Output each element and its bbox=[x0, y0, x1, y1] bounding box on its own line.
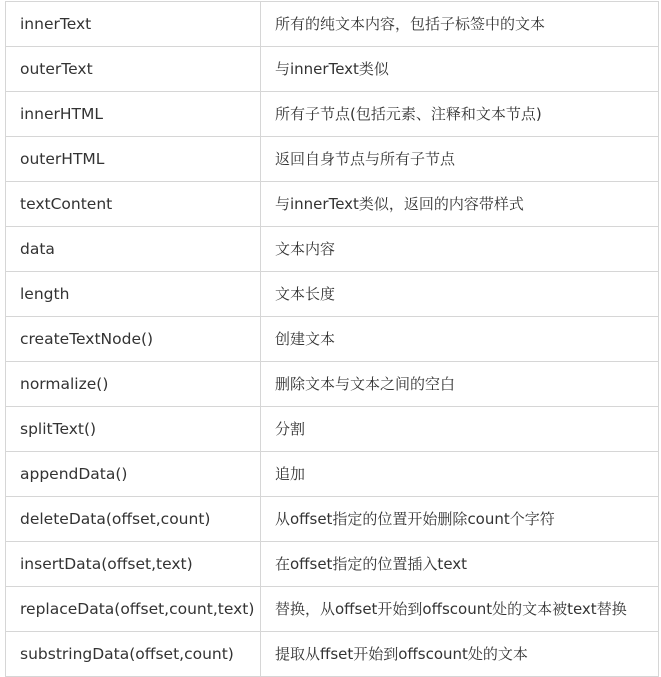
property-description-cell: 文本长度 bbox=[261, 272, 659, 317]
method-description-cell: 删除文本与文本之间的空白 bbox=[261, 362, 659, 407]
table-row bbox=[6, 137, 659, 182]
text-node-properties-table bbox=[5, 1, 659, 677]
table-row bbox=[6, 407, 659, 452]
table-row bbox=[6, 587, 659, 632]
method-name-cell: substringData(offset,count) bbox=[6, 632, 261, 677]
method-description-cell: 分割 bbox=[261, 407, 659, 452]
property-name-cell: data bbox=[6, 227, 261, 272]
method-name-cell: replaceData(offset,count,text) bbox=[6, 587, 261, 632]
method-name-cell: createTextNode() bbox=[6, 317, 261, 362]
table-row bbox=[6, 632, 659, 677]
method-description-cell: 替换，从offset开始到offscount处的文本被text替换 bbox=[261, 587, 659, 632]
table-row bbox=[6, 542, 659, 587]
property-description-cell: 返回自身节点与所有子节点 bbox=[261, 137, 659, 182]
property-description-cell: 与innerText类似 bbox=[261, 47, 659, 92]
method-name-cell: deleteData(offset,count) bbox=[6, 497, 261, 542]
method-name-cell: normalize() bbox=[6, 362, 261, 407]
method-description-cell: 追加 bbox=[261, 452, 659, 497]
table-row bbox=[6, 92, 659, 137]
property-name-cell: innerHTML bbox=[6, 92, 261, 137]
property-name-cell: textContent bbox=[6, 182, 261, 227]
method-name-cell: appendData() bbox=[6, 452, 261, 497]
method-description-cell: 提取从ffset开始到offscount处的文本 bbox=[261, 632, 659, 677]
table-row bbox=[6, 227, 659, 272]
table-row bbox=[6, 182, 659, 227]
property-name-cell: innerText bbox=[6, 2, 261, 47]
table-row bbox=[6, 362, 659, 407]
method-name-cell: splitText() bbox=[6, 407, 261, 452]
method-name-cell: insertData(offset,text) bbox=[6, 542, 261, 587]
table-row bbox=[6, 272, 659, 317]
table-row bbox=[6, 47, 659, 92]
property-description-cell: 所有子节点(包括元素、注释和文本节点) bbox=[261, 92, 659, 137]
table-row bbox=[6, 2, 659, 47]
table-row bbox=[6, 452, 659, 497]
property-description-cell: 与innerText类似，返回的内容带样式 bbox=[261, 182, 659, 227]
property-description-cell: 文本内容 bbox=[261, 227, 659, 272]
text-node-properties-table-container bbox=[5, 1, 658, 677]
property-name-cell: outerText bbox=[6, 47, 261, 92]
property-name-cell: outerHTML bbox=[6, 137, 261, 182]
method-description-cell: 在offset指定的位置插入text bbox=[261, 542, 659, 587]
property-description-cell: 所有的纯文本内容，包括子标签中的文本 bbox=[261, 2, 659, 47]
method-description-cell: 从offset指定的位置开始删除count个字符 bbox=[261, 497, 659, 542]
table-row bbox=[6, 497, 659, 542]
table-row bbox=[6, 317, 659, 362]
method-description-cell: 创建文本 bbox=[261, 317, 659, 362]
table-body bbox=[6, 2, 659, 677]
property-name-cell: length bbox=[6, 272, 261, 317]
